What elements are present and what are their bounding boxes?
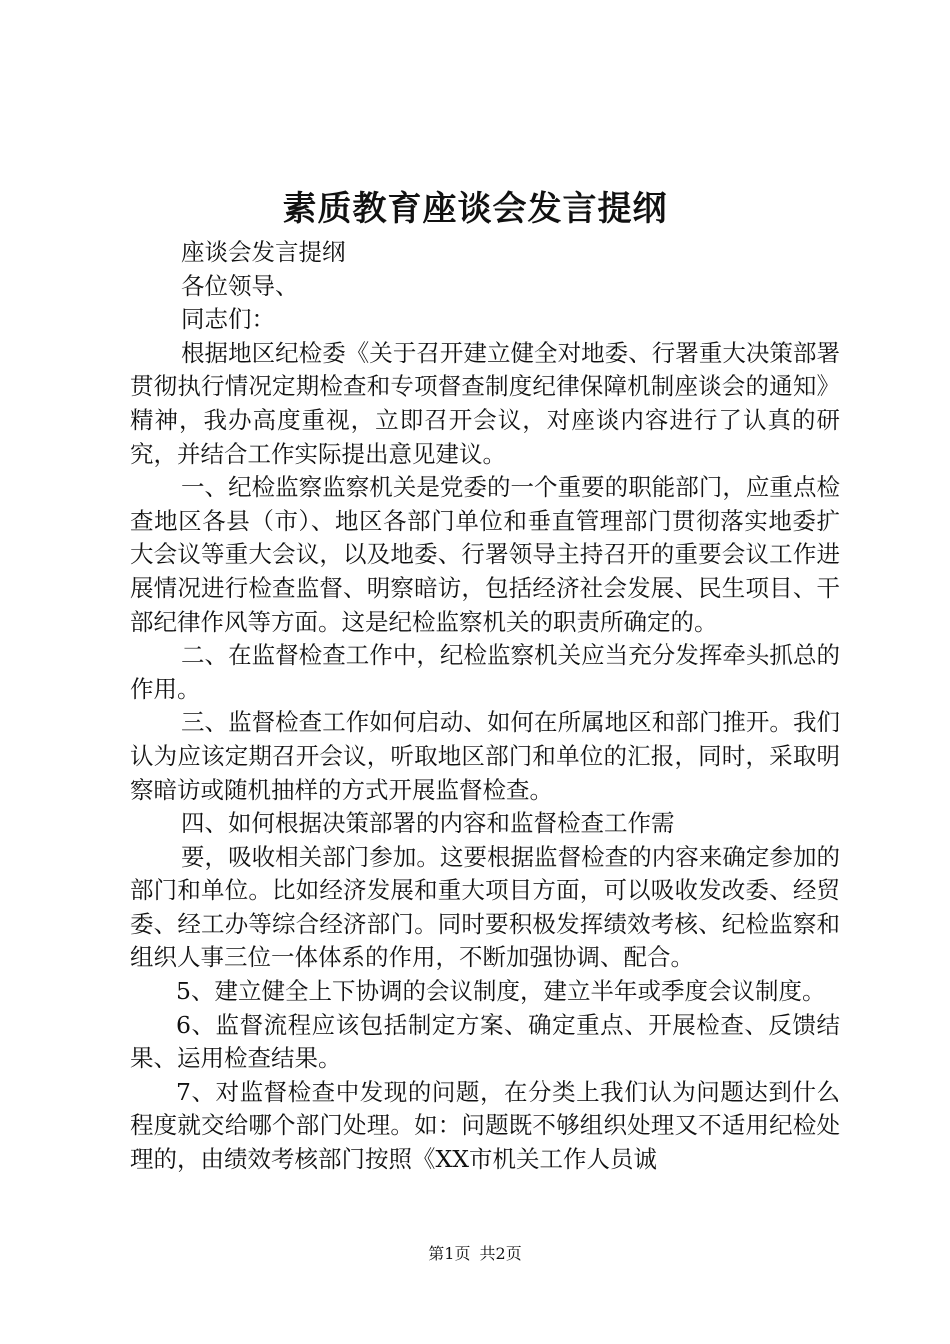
paragraph-salutation-leaders: 各位领导、 [181,271,299,300]
paragraph-point-4-heading: 四、如何根据决策部署的内容和监督检查工作需 [181,809,675,838]
paragraph-point-4-body: 要，吸收相关部门参加。这要根据监督检查的内容来确定参加的部门和单位。比如经济发展和重大项目方面，可以吸收发改委、经贸委、经工办等综合经济部门。同时要积极发挥绩效考核、纪检监察和组织人事三位一体体系的作用，不断加强协调、配合。 [130,842,840,972]
paragraph-point-7: 7、对监督检查中发现的问题，在分类上我们认为问题达到什么程度就交给哪个部门处理。如：问题既不够组织处理又不适用纪检处理的，由绩效考核部门按照《XX市机关工作人员诚 [130,1077,840,1174]
page-footer [0,1242,950,1266]
paragraph-subtitle: 座谈会发言提纲 [181,238,346,266]
paragraph-point-5: 5、建立健全上下协调的会议制度，建立半年或季度会议制度。 [176,977,826,1006]
paragraph-point-6: 6、监督流程应该包括制定方案、确定重点、开展检查、反馈结果、运用检查结果。 [130,1010,840,1073]
paragraph-salutation-comrades: 同志们： [181,305,275,334]
document-title: 素质教育座谈会发言提纲 [282,189,668,229]
page-total: 共2页 [479,1244,522,1263]
paragraph-point-2: 二、在监督检查工作中，纪检监察机关应当充分发挥牵头抓总的作用。 [130,641,840,703]
paragraph-intro: 根据地区纪检委《关于召开建立健全对地委、行署重大决策部署贯彻执行情况定期检查和专项督查制度纪律保障机制座谈会的通知》精神，我办高度重视，立即召开会议，对座谈内容进行了认真的研究，并结合工作实际提出意见建议。 [130,338,840,468]
page-number: 第1页 [428,1244,471,1263]
paragraph-point-1: 一、纪检监察监察机关是党委的一个重要的职能部门，应重点检查地区各县（市）、地区各部门单位和垂直管理部门贯彻落实地委扩大会议等重大会议，以及地委、行署领导主持召开的重要会议工作进展情况进行检查监督、明察暗访，包括经济社会发展、民生项目、干部纪律作风等方面。这是纪检监察机关的职责所确定的。 [130,473,840,636]
paragraph-point-3: 三、监督检查工作如何启动、如何在所属地区和部门推开。我们认为应该定期召开会议，听取地区部门和单位的汇报，同时，采取明察暗访或随机抽样的方式开展监督检查。 [130,708,840,804]
document-body [130,236,840,1177]
